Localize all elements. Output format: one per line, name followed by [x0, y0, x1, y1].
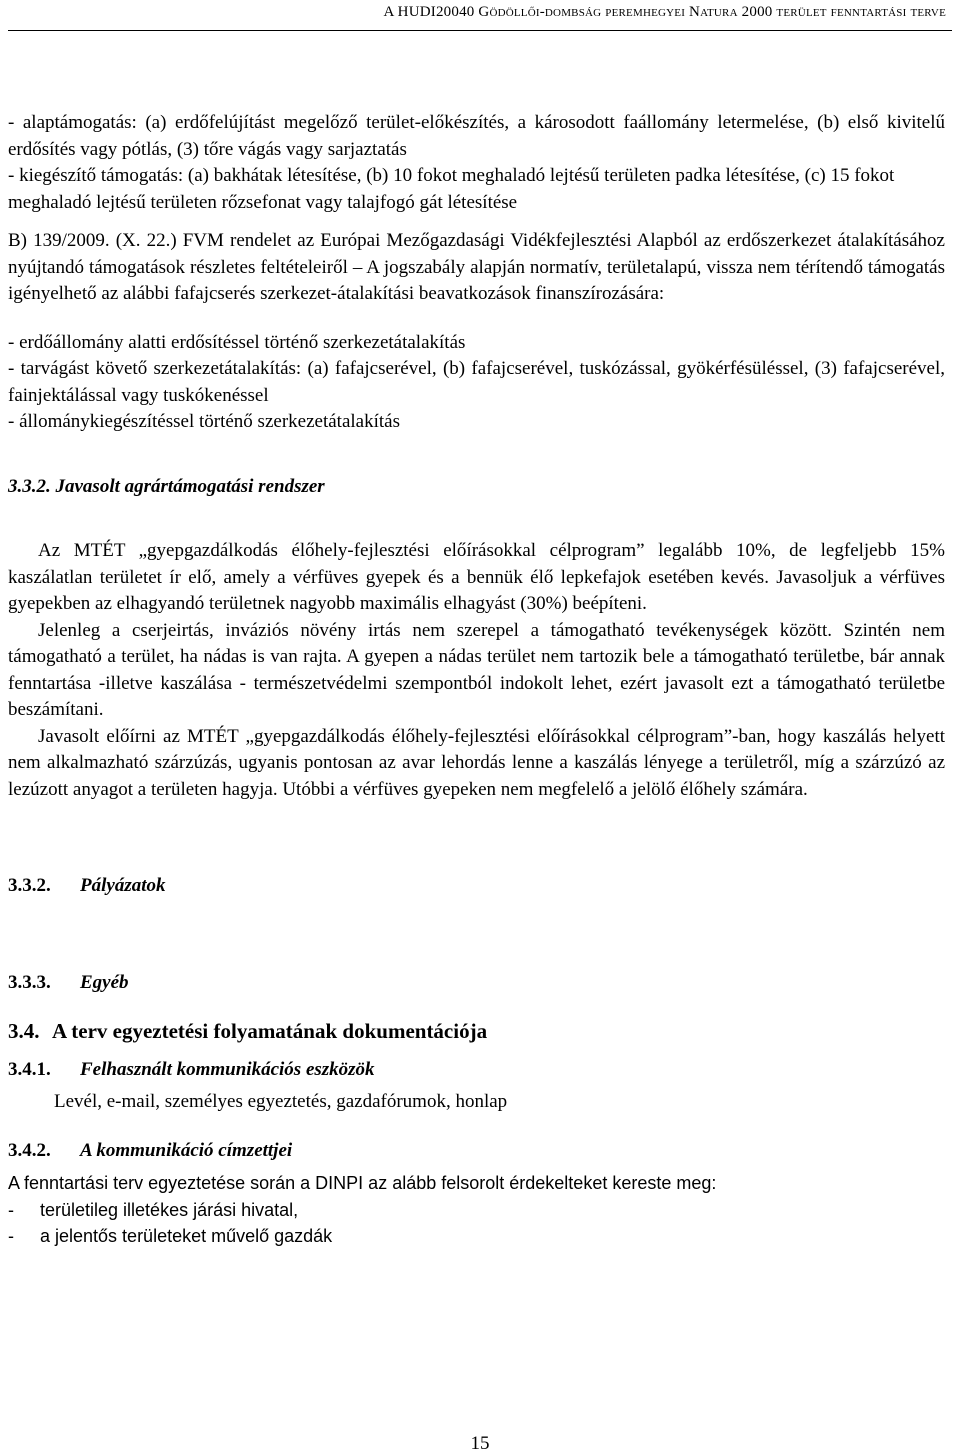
section-heading-communication-tools — [8, 1057, 945, 1084]
paragraph-base-support: - alaptámogatás: (a) erdőfelújítást megelőző terület-előkészítés, a károsodott faállomány letermelése, (b) első kivitelű erdősítés vagy pótlás, (3) tőre vágás vagy sarjaztatás — [8, 112, 945, 160]
chapter-number: 3.4. — [8, 1019, 40, 1043]
list-item-understorey-afforestation: - erdőállomány alatti erdősítéssel történő szerkezetátalakítás — [8, 331, 466, 353]
header-divider — [8, 30, 952, 31]
paragraph-fvm-regulation: B) 139/2009. (X. 22.) FVM rendelet az Európai Mezőgazdasági Vidékfejlesztési Alapból az erdőszerkezet átalakításához nyújtandó támogatások részletes feltételeiről – A jogszabály alapján normatív, területalapú, vissza nem térítendő támogatás igényelhető az alábbi fafajcserés szerkezet-átalakítási beavatkozások finanszírozására: — [8, 230, 945, 304]
list-item-text: területileg illetékes járási hivatal, — [40, 1199, 299, 1220]
list-bullet: - — [8, 1199, 14, 1220]
section-number: 3.4.2. — [8, 1139, 51, 1161]
page-number: 15 — [470, 1433, 490, 1454]
paragraph-supplementary-support: - kiegészítő támogatás: (a) bakhátak létesítése, (b) 10 fokot meghaladó lejtésű területen padka létesítése, (c) 15 fokot meghaladó lejtésű területen rőzsefonat vagy talajfogó gát létesítése — [8, 165, 895, 213]
paragraph-recipients-intro: A fenntartási terv egyeztetése során a DINPI az alább felsorolt érdekelteket kereste meg: — [8, 1173, 717, 1193]
running-header — [0, 4, 946, 21]
list-item-stand-supplementation: - állománykiegészítéssel történő szerkezetátalakítás — [8, 411, 400, 432]
chapter-heading-consultation — [8, 1018, 945, 1045]
section-title: Egyéb — [80, 971, 129, 993]
section-heading-recipients — [8, 1138, 945, 1165]
chapter-title: A terv egyeztetési folyamatának dokumentációja — [52, 1019, 488, 1043]
section-number: 3.3.3. — [8, 971, 51, 993]
list-item-farmers — [8, 1223, 945, 1250]
list-item-text: a jelentős területeket művelő gazdák — [40, 1226, 333, 1246]
page-content — [8, 110, 945, 1250]
section-title: A kommunikáció címzettjei — [80, 1139, 293, 1161]
section-title: Felhasznált kommunikációs eszközök — [80, 1058, 375, 1080]
section-number: 3.3.2. — [8, 875, 51, 896]
paragraph-mulching: Javasolt előírni az MTÉT „gyepgazdálkodás élőhely-fejlesztési előírásokkal célprogram”-ban, hogy kaszálás helyett nem alkalmazható szárzúzás, ugyanis pontosan az avar lehordás lenne a kaszálás lényege a területről, míg a szárzúzó az lezúzott anyagot a területen hagyja. Utóbbi a vérfüves gyepeken nem megfelelő a jelölő élőhely számára. — [8, 725, 945, 800]
section-heading-other — [8, 970, 945, 997]
list-item-district-office — [8, 1197, 945, 1224]
paragraph-shrub-clearing: Jelenleg a cserjeirtás, inváziós növény irtás nem szerepel a támogatható tevékenységek között. Szintén nem támogatható a terület, ha nádas is van rajta. A gyepen a nádas terület nem tartozik bele a támogatható területbe, bár annak fenntartása -illetve kaszálása - természetvédelmi szempontból indokolt lehet, ezért javasolt ezt a támogatható területbe beszámítani. — [8, 619, 945, 720]
paragraph-communication-tools: Levél, e-mail, személyes egyeztetés, gazdafórumok, honlap — [54, 1091, 508, 1112]
running-header-title: A HUDI20040 Gödöllői-dombság peremhegyei Natura 2000 terület fenntartási terve — [383, 4, 946, 20]
section-number: 3.4.1. — [8, 1058, 51, 1080]
list-bullet: - — [8, 1226, 14, 1246]
list-item-clearcut-restructuring: - tarvágást követő szerkezetátalakítás: (a) fafajcserével, (b) fafajcserével, tuskózással, gyökérfésüléssel, (3) fafajcserével, fainjektálással vagy tuskókenéssel — [8, 358, 945, 406]
section-title: Pályázatok — [80, 875, 166, 896]
paragraph-mtet-mowing: Az MTÉT „gyepgazdálkodás élőhely-fejlesztési előírásokkal célprogram” legalább 10%, de legfeljebb 15% kaszálatlan területet ír elő, amely a vérfüves gyepek és a bennük élő lepkefajok esetében kevés. Javasoljuk a vérfüves gyepekben az elhagyandó területnek nagyobb maximális elhagyást (30%) beépíteni. — [8, 540, 945, 614]
section-heading-agri-support: 3.3.2. Javasolt agrártámogatási rendszer — [8, 475, 325, 497]
section-heading-tenders — [8, 873, 945, 900]
